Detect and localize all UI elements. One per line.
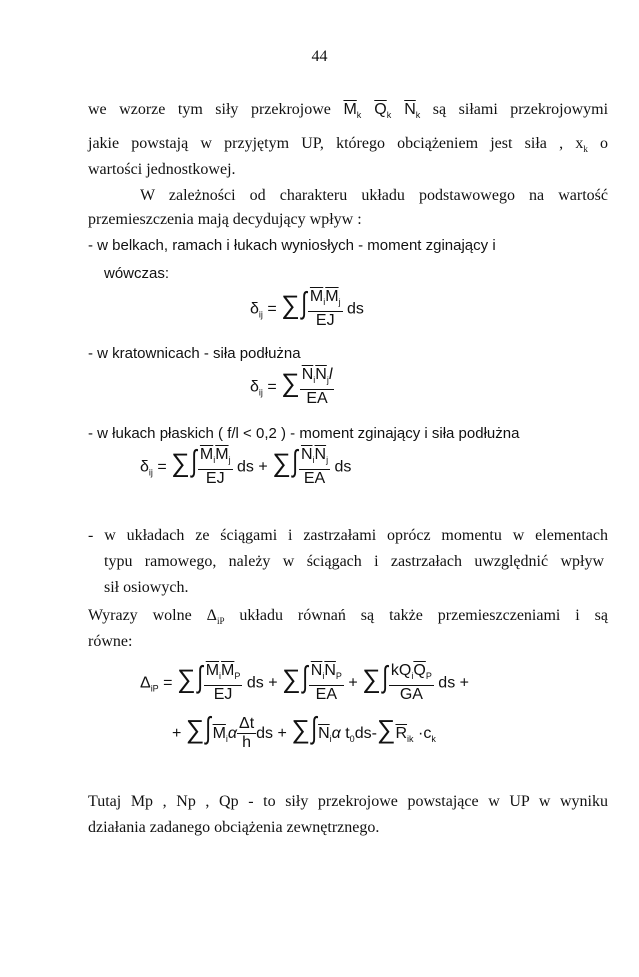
formula-delta-beams: $\delta_{ij}$ = ∑∫ $\frac{\overline{M}_i\overline{M}_j}{EJ}$ ds (250, 287, 364, 330)
text-span: jakie powstają w przyjętym UP, którego obciążeniem jest siła , (88, 135, 564, 152)
case-line: sił osiowych. (104, 579, 189, 596)
text-line: przemieszczenia mają decydujący wpływ : (88, 211, 362, 228)
case-line: - w łukach płaskich ( f/l < 0,2 ) - moment zginający i siła podłużna (88, 425, 520, 442)
text-line: równe: (88, 633, 133, 650)
case-line: - w kratownicach - siła podłużna (88, 345, 301, 362)
text-line: W zależności od charakteru układu podstawowego na wartość (140, 187, 608, 204)
text-span: Wyrazy wolne (88, 607, 192, 624)
formula-delta-truss: $\delta_{ij}$ = ∑ $\frac{\overline{N}_i\overline{N}_jl}{EA}$ (250, 366, 333, 408)
formula-delta-ip-2: + $\sum\int\overline{M}_i\alpha$ $\frac{\Delta t}{h}$ ds + $\sum\int\overline{N}_i\alpha$ $t_0ds-\sum\overline{R}_{ik} \cdot c_k$ (172, 712, 436, 752)
text-span: układu równań są także przemieszczeniami i są (239, 607, 608, 624)
text-line: wartości jednostkowej. (88, 161, 236, 178)
text-line: działania zadanego obciążenia zewnętrznego. (88, 819, 380, 836)
case-line: - w układach ze ściągami i zastrzałami oprócz momentu w elementach (88, 527, 608, 544)
case-line: wówczas: (104, 265, 170, 282)
text-span: są siłami przekrojowymi (432, 101, 609, 118)
force-symbols: $\overline{M}_k$ $\overline{Q}_k$ $\overline{N}_k$ (343, 101, 421, 121)
text-span: o (600, 135, 609, 152)
case-line: typu ramowego, należy w ściągach i zastrzałach uwzględnić wpływ (104, 553, 604, 570)
text-line (88, 606, 608, 631)
formula-delta-ip-1: $\Delta_{iP}$ = ∑∫ $\frac{\overline{M}_i\overline{M}_P}{EJ}$ ds + ∑∫ $\frac{\overline{N}_i\overline{N}_P}{EA}$ + ∑∫ $\frac{kQ_i\overline{Q}_P}{GA}$ ds + (140, 661, 469, 704)
case-line: - w belkach, ramach i łukach wyniosłych - moment zginający i (88, 237, 496, 254)
page-number: 44 (311, 48, 328, 65)
formula-delta-arch: $\delta_{ij}$ = ∑∫ $\frac{\overline{M}_i\overline{M}_j}{EJ}$ ds + ∑∫ $\frac{\overline{N}_i\overline{N}_j}{EA}$ ds (140, 445, 352, 488)
text-line (88, 134, 608, 159)
delta-ip-symbol: $\Delta_{iP}$ (206, 607, 225, 627)
x-k-symbol: $x_k$ (575, 135, 588, 155)
text-line: Tutaj Mp , Np , Qp - to siły przekrojowe powstające w UP w wyniku (88, 793, 608, 810)
text-line (88, 100, 608, 125)
text-span: we wzorze tym siły przekrojowe (88, 101, 331, 118)
